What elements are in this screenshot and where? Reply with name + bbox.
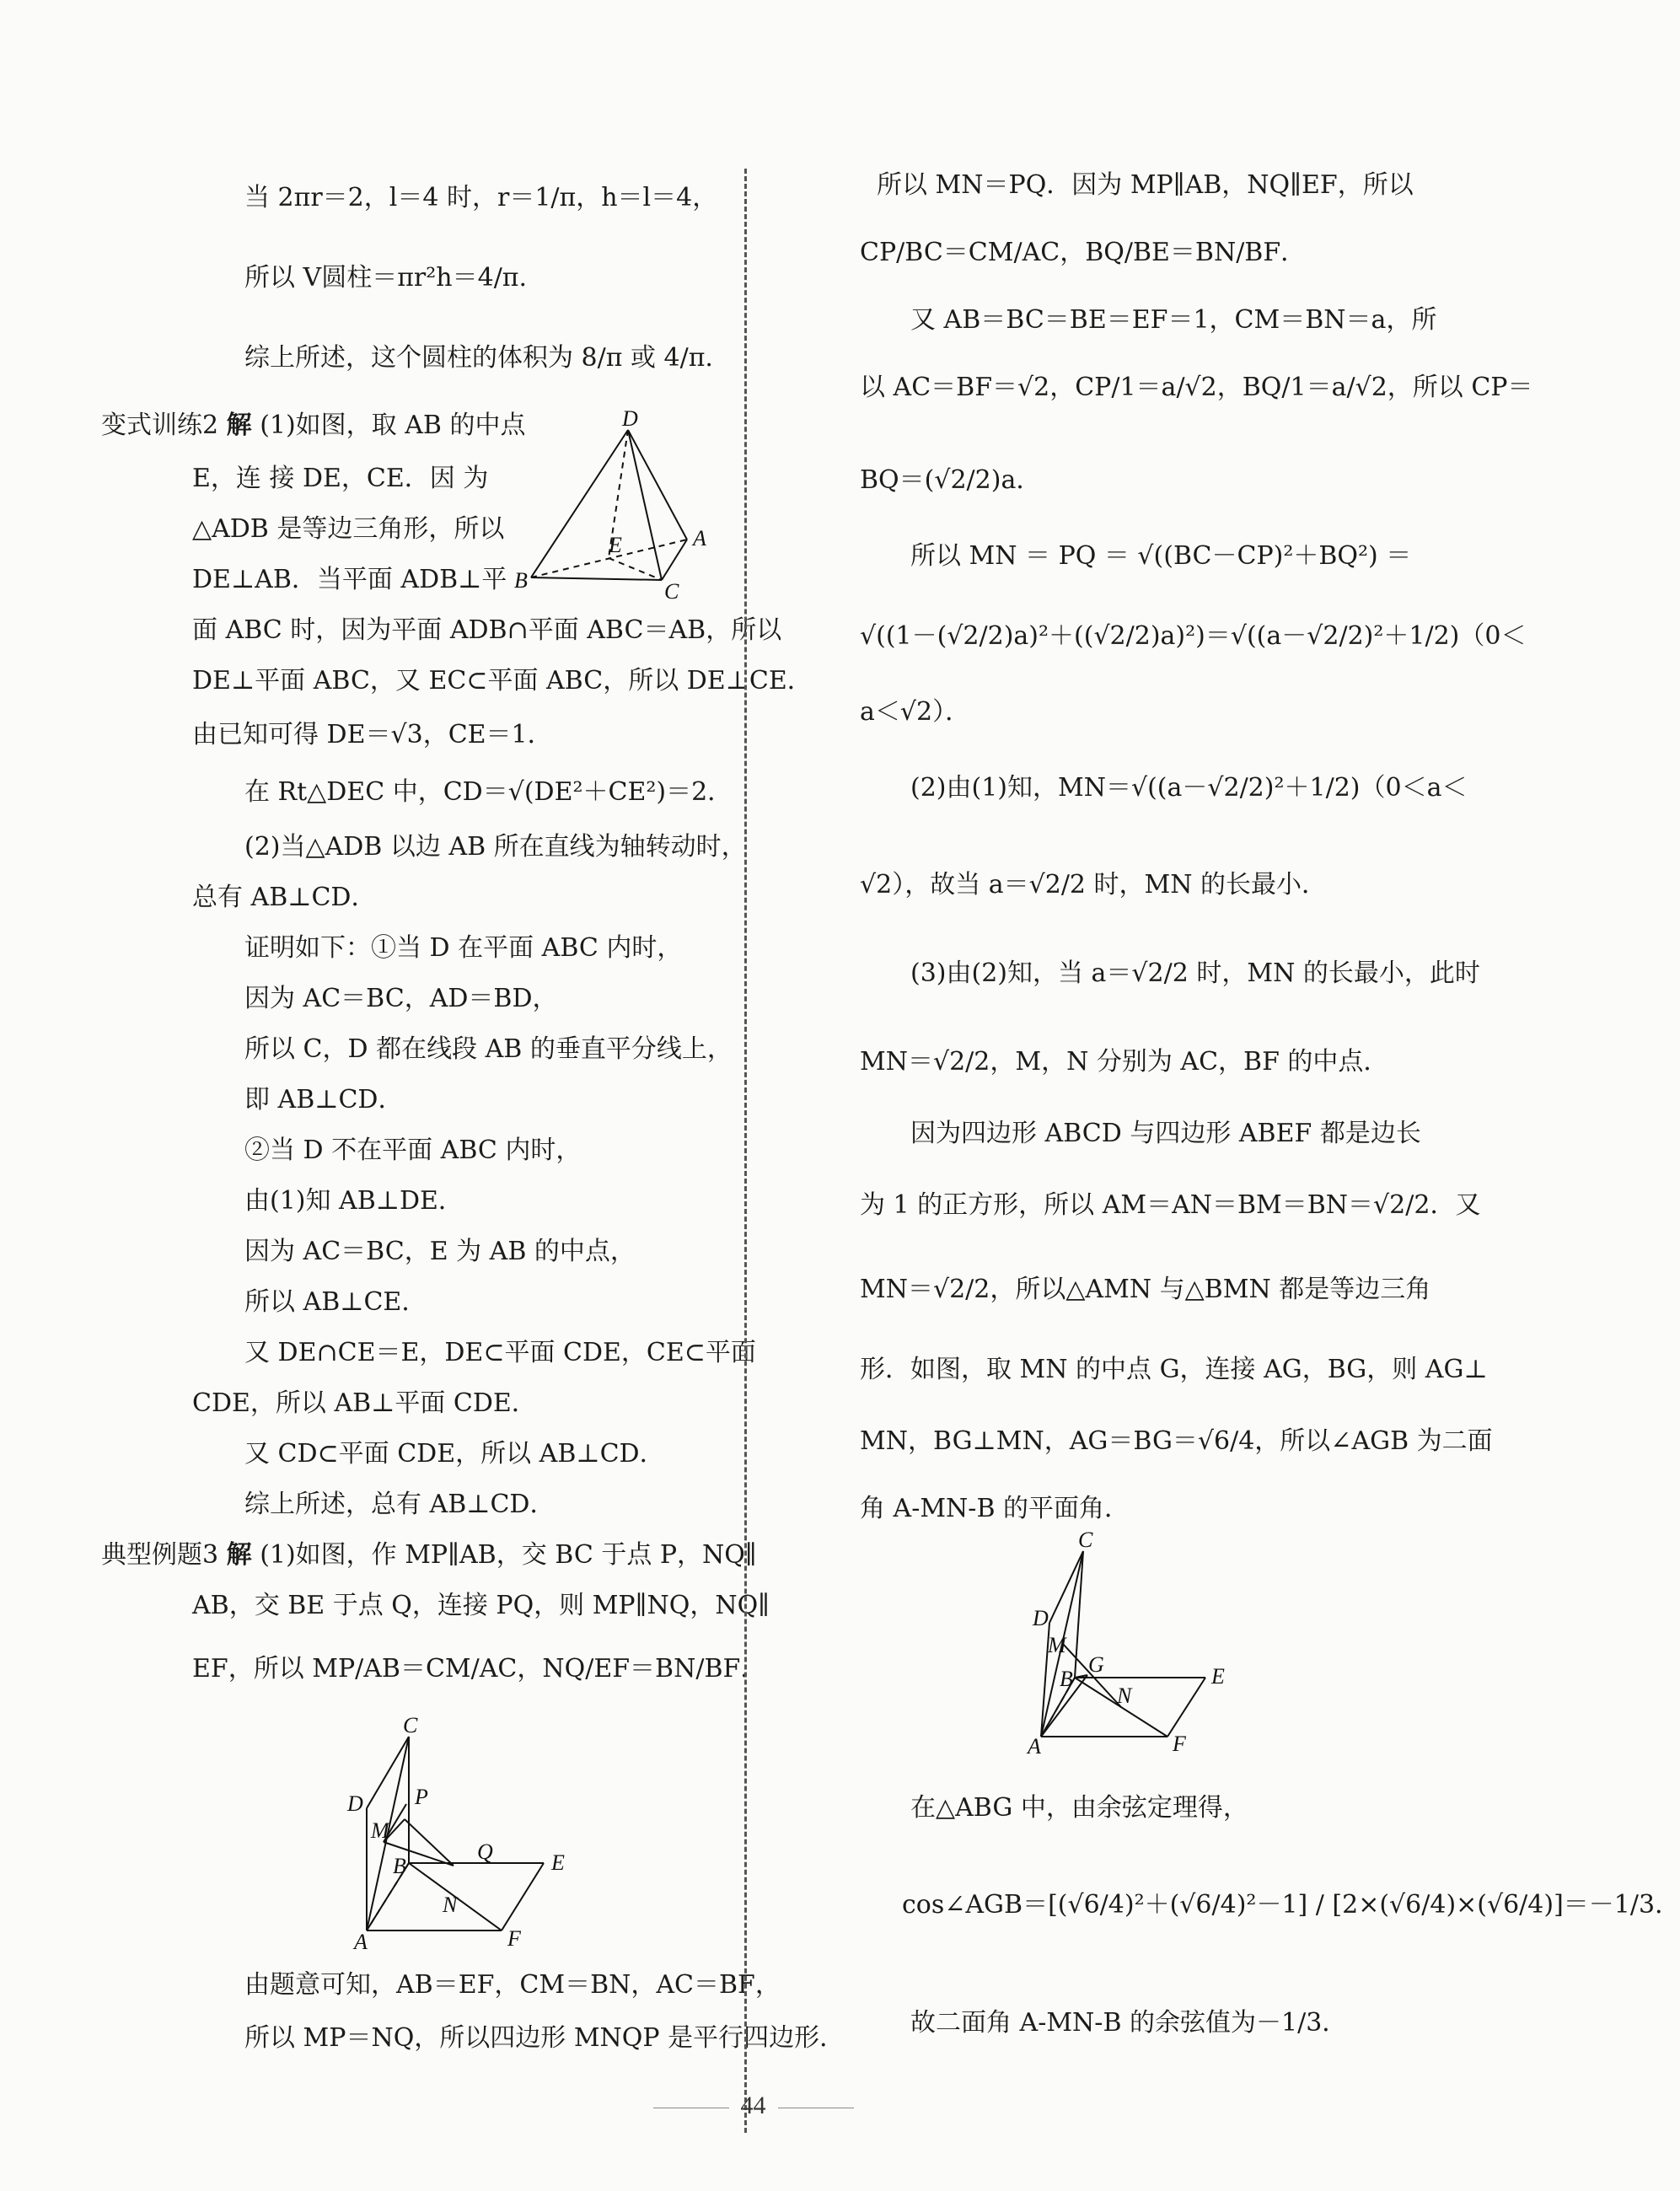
text-line: 又 AB＝BC＝BE＝EF＝1，CM＝BN＝a，所 xyxy=(910,305,1437,335)
text-line: EF，所以 MP/AB＝CM/AC，NQ/EF＝BN/BF． xyxy=(192,1654,766,1684)
point-label-n: N xyxy=(1117,1684,1132,1708)
text-line: 由已知可得 DE＝√3，CE＝1． xyxy=(192,720,553,749)
text-line: 在 Rt△DEC 中，CD＝√(DE²＋CE²)＝2． xyxy=(244,777,733,807)
text-line: 综上所述，这个圆柱的体积为 8/π 或 4/π. xyxy=(244,343,713,373)
point-label-f: F xyxy=(1173,1732,1186,1756)
text-line: 故二面角 A-MN-B 的余弦值为－1/3． xyxy=(910,2008,1348,2038)
formula-cos-agb: cos∠AGB＝[(√6/4)²＋(√6/4)²－1] / [2×(√6/4)×(√6/4)]＝－1/3． xyxy=(902,1890,1680,1920)
text-line: 由题意可知，AB＝EF，CM＝BN，AC＝BF， xyxy=(244,1970,781,2000)
text-line: a＜√2）． xyxy=(860,697,971,727)
text-line: BQ＝(√2/2)a． xyxy=(860,465,1042,495)
text-line: 又 CD⊂平面 CDE，所以 AB⊥CD． xyxy=(244,1439,665,1469)
problem-heading-example xyxy=(101,1539,757,1572)
point-label-a: A xyxy=(1028,1734,1041,1759)
section-label: 变式训练2 xyxy=(101,411,219,440)
text-line: (3)由(2)知，当 a＝√2/2 时，MN 的长最小，此时 xyxy=(910,959,1480,988)
text-line: 形．如图，取 MN 的中点 G，连接 AG，BG，则 AG⊥ xyxy=(860,1355,1488,1384)
text-line: 证明如下：①当 D 在平面 ABC 内时， xyxy=(244,933,683,963)
point-label-f: F xyxy=(507,1926,521,1951)
figure-tetrahedron xyxy=(514,406,733,615)
point-label-c: C xyxy=(403,1713,418,1737)
point-label-g: G xyxy=(1088,1652,1104,1677)
text-line: 由(1)知 AB⊥DE． xyxy=(244,1186,464,1216)
text-line: 所以 MN＝PQ．因为 MP∥AB，NQ∥EF，所以 xyxy=(877,170,1414,200)
text-line: AB，交 BE 于点 Q，连接 PQ，则 MP∥NQ，NQ∥ xyxy=(192,1591,770,1620)
text-line: 以 AC＝BF＝√2，CP/1＝a/√2，BQ/1＝a/√2，所以 CP＝ xyxy=(860,373,1533,402)
column-divider xyxy=(744,169,747,2133)
text-line: 又 DE∩CE＝E，DE⊂平面 CDE，CE⊂平面 xyxy=(244,1338,756,1367)
text-line: 因为 AC＝BC，AD＝BD， xyxy=(244,984,558,1013)
text-line: MN＝√2/2，所以△AMN 与△BMN 都是等边三角 xyxy=(860,1275,1431,1304)
text-line: ②当 D 不在平面 ABC 内时， xyxy=(244,1136,582,1165)
point-label-e: E xyxy=(609,533,622,557)
point-label-d: D xyxy=(347,1791,363,1816)
point-label-c: C xyxy=(664,579,679,604)
point-label-p: P xyxy=(415,1785,428,1809)
text-line: 在△ABG 中，由余弦定理得， xyxy=(910,1793,1248,1823)
text-line: 所以 MN ＝ PQ ＝ √((BC－CP)²＋BQ²) ＝ xyxy=(910,541,1412,571)
point-label-d: D xyxy=(1033,1606,1049,1630)
point-label-e: E xyxy=(1211,1664,1225,1689)
point-label-c: C xyxy=(1078,1528,1093,1552)
point-label-m: M xyxy=(371,1818,389,1843)
text-line: MN＝√2/2，M，N 分别为 AC，BF 的中点． xyxy=(860,1047,1389,1077)
text-line: 所以 MP＝NQ，所以四边形 MNQP 是平行四边形． xyxy=(244,2023,845,2053)
problem-heading-variant xyxy=(101,409,525,443)
text-line: CDE，所以 AB⊥平面 CDE． xyxy=(192,1388,537,1418)
text-line: MN，BG⊥MN，AG＝BG＝√6/4，所以∠AGB 为二面 xyxy=(860,1426,1493,1456)
text-line: 为 1 的正方形，所以 AM＝AN＝BM＝BN＝√2/2．又 xyxy=(860,1190,1481,1220)
page-number: 44 xyxy=(740,2092,766,2119)
point-label-a: A xyxy=(693,526,706,550)
text-line: DE⊥平面 ABC，又 EC⊂平面 ABC，所以 DE⊥CE． xyxy=(192,666,813,695)
text-line: √2），故当 a＝√2/2 时，MN 的长最小． xyxy=(860,870,1328,899)
point-label-b: B xyxy=(1060,1667,1073,1691)
text-line: 总有 AB⊥CD． xyxy=(192,883,377,912)
point-label-e: E xyxy=(551,1850,565,1875)
text-line: CP/BC＝CM/AC，BQ/BE＝BN/BF． xyxy=(860,238,1307,267)
point-label-b: B xyxy=(393,1854,406,1878)
point-label-d: D xyxy=(622,406,638,431)
solve-label: 解 xyxy=(226,1540,252,1570)
point-label-q: Q xyxy=(477,1839,493,1864)
text-line: (2)当△ADB 以边 AB 所在直线为轴转动时， xyxy=(244,832,747,862)
text-line: DE⊥AB．当平面 ADB⊥平 xyxy=(192,565,507,594)
point-label-n: N xyxy=(443,1893,458,1917)
text-line: △ADB 是等边三角形，所以 xyxy=(192,514,505,544)
text-line: 角 A-MN-B 的平面角． xyxy=(860,1494,1130,1523)
text-line: √((1－(√2/2)a)²＋((√2/2)a)²)＝√((a－√2/2)²＋1/2)（0＜ xyxy=(860,621,1527,651)
text-line: 面 ABC 时，因为平面 ADB∩平面 ABC＝AB，所以 xyxy=(192,615,782,645)
point-label-m: M xyxy=(1048,1633,1066,1657)
figure-two-squares-pq xyxy=(346,1713,582,1956)
solve-label: 解 xyxy=(226,411,252,440)
figure-two-squares-g xyxy=(1016,1530,1235,1766)
text-line: 综上所述，总有 AB⊥CD． xyxy=(244,1490,556,1519)
text-line: (2)由(1)知，MN＝√((a－√2/2)²＋1/2)（0＜a＜ xyxy=(910,773,1468,803)
text-line: 所以 V圆柱＝πr²h＝4/π. xyxy=(244,263,528,293)
section-label: 典型例题3 xyxy=(101,1540,219,1570)
text-line: 当 2πr＝2，l＝4 时，r＝1/π，h＝l＝4， xyxy=(244,183,718,212)
text-line: 所以 AB⊥CE． xyxy=(244,1287,427,1317)
page-footer xyxy=(0,2089,1506,2123)
point-label-a: A xyxy=(354,1930,368,1954)
text-line: E，连 接 DE，CE．因 为 xyxy=(192,464,489,493)
text-line: (1)如图，作 MP∥AB，交 BC 于点 P，NQ∥ xyxy=(260,1540,757,1570)
text-line: 即 AB⊥CD． xyxy=(244,1085,404,1114)
text-line: 因为四边形 ABCD 与四边形 ABEF 都是边长 xyxy=(910,1119,1421,1148)
text-line: 因为 AC＝BC，E 为 AB 的中点， xyxy=(244,1237,636,1266)
point-label-b: B xyxy=(514,568,528,593)
text-line: (1)如图，取 AB 的中点 xyxy=(260,411,526,440)
text-line: 所以 C，D 都在线段 AB 的垂直平分线上， xyxy=(244,1034,733,1064)
